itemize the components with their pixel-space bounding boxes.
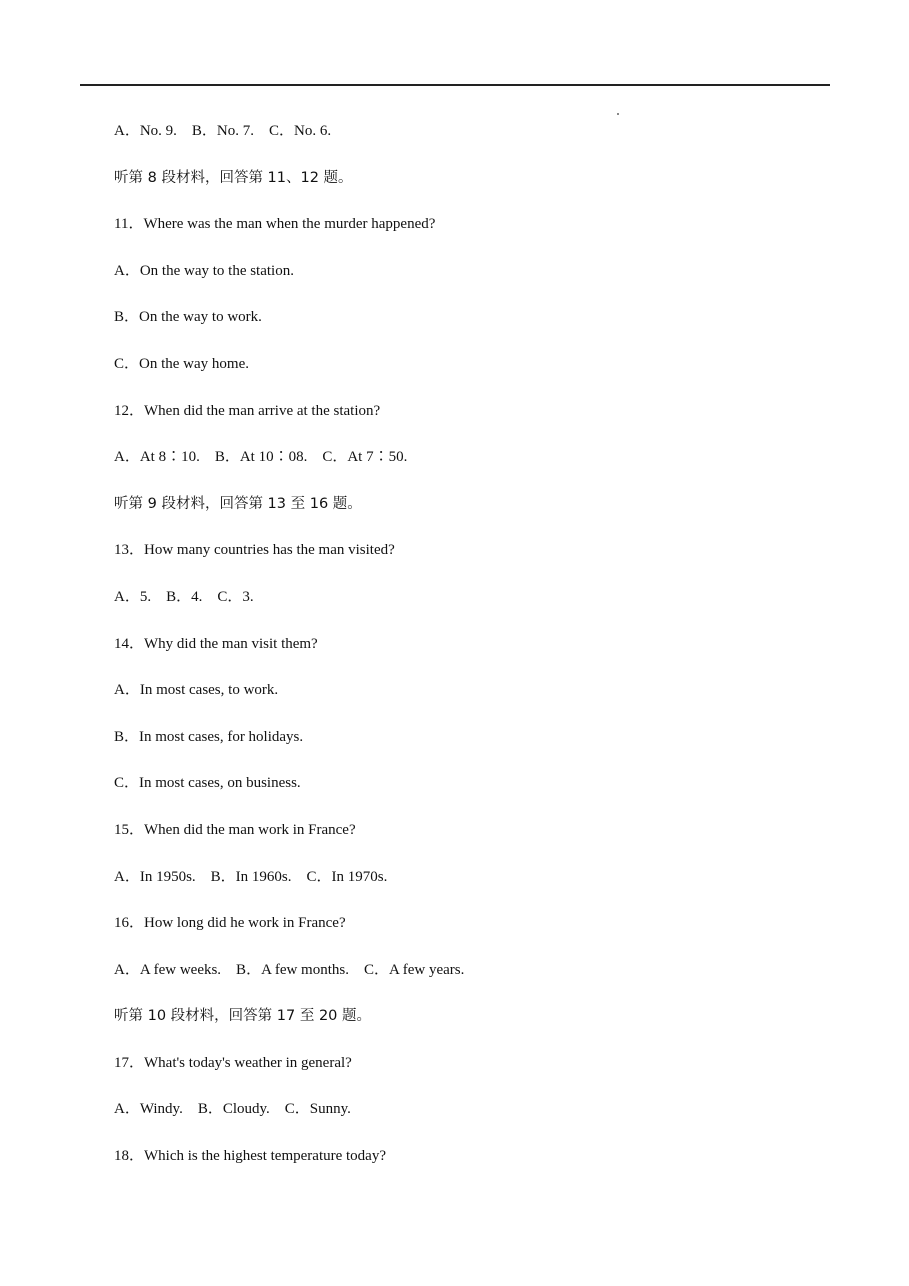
options-17: A．Windy. B．Cloudy. C．Sunny. [114, 1101, 351, 1118]
question-12: 12．When did the man arrive at the station? [114, 402, 381, 419]
section-instruction-9: 听第 9 段材料，回答第 13 至 16 题。 [114, 495, 362, 512]
question-18: 18．Which is the highest temperature today? [114, 1148, 386, 1165]
option-11-a: A．On the way to the station. [114, 262, 294, 279]
scan-speck [617, 113, 619, 115]
options-12: A．At 8∶10. B．At 10∶08. C．At 7∶50. [114, 449, 408, 466]
question-14: 14．Why did the man visit them? [114, 635, 318, 652]
option-11-b: B．On the way to work. [114, 309, 262, 326]
options-16: A．A few weeks. B．A few months. C．A few years. [114, 961, 465, 978]
section-instruction-10: 听第 10 段材料，回答第 17 至 20 题。 [114, 1008, 372, 1025]
option-14-b: B．In most cases, for holidays. [114, 728, 304, 745]
options-13: A．5. B．4. C．3. [114, 588, 254, 605]
question-16: 16．How long did he work in France? [114, 915, 346, 932]
options-15: A．In 1950s. B．In 1960s. C．In 1970s. [114, 868, 388, 885]
exam-content [114, 118, 814, 1190]
question-15: 15．When did the man work in France? [114, 821, 356, 838]
option-11-c: C．On the way home. [114, 355, 249, 372]
option-14-a: A．In most cases, to work. [114, 682, 279, 699]
section-instruction-8: 听第 8 段材料，回答第 11、12 题。 [114, 169, 353, 186]
question-11: 11．Where was the man when the murder happened? [114, 216, 436, 233]
question-13: 13．How many countries has the man visited? [114, 542, 395, 559]
option-14-c: C．In most cases, on business. [114, 775, 301, 792]
question-17: 17．What's today's weather in general? [114, 1054, 352, 1071]
options-q10: A．No. 9. B．No. 7. C．No. 6. [114, 123, 332, 139]
header-rule [80, 84, 830, 86]
